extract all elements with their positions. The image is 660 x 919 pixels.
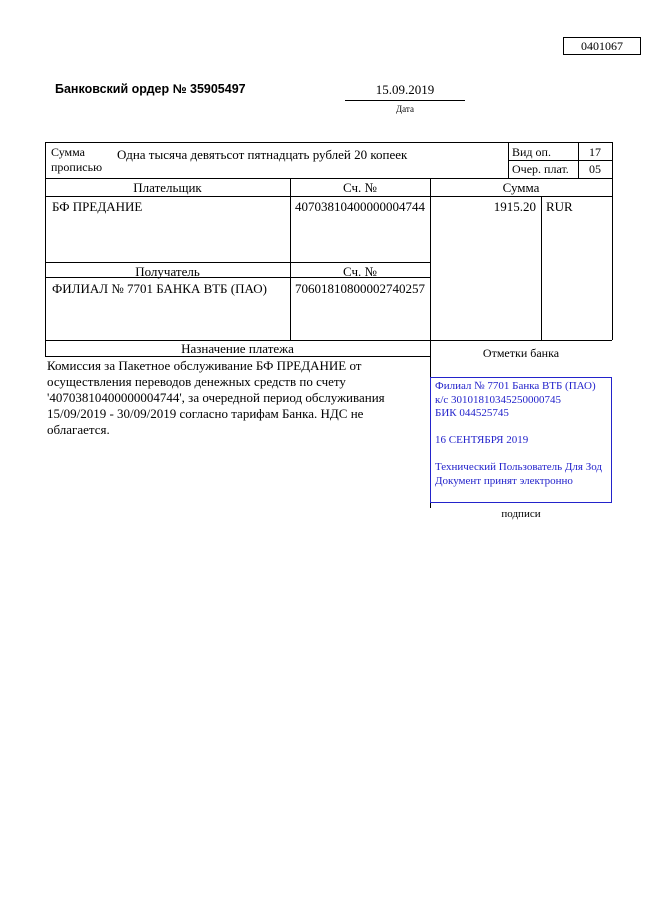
signatures-label: подписи	[501, 508, 541, 520]
stamp-line	[435, 448, 607, 462]
table-border-left	[45, 142, 46, 356]
amount-words-label-line2: прописью	[51, 160, 103, 174]
name-account-divider	[290, 178, 291, 340]
date-value: 15.09.2019	[375, 82, 435, 97]
stamp-line: Документ принят электронно	[435, 474, 573, 487]
op-row-divider	[508, 160, 612, 161]
payer-column-header: Плательщик	[133, 180, 202, 195]
bank-marks-header: Отметки банка	[482, 346, 560, 360]
currency-code: RUR	[546, 199, 573, 214]
payee-account-column-header: Сч. №	[343, 264, 377, 279]
form-code-box	[563, 37, 641, 55]
stamp-line: Филиал № 7701 Банка ВТБ (ПАО)	[435, 380, 596, 392]
date-underline	[345, 100, 465, 101]
payee-account: 70601810800002740257	[295, 281, 425, 296]
stamp-line	[435, 421, 607, 435]
op-labels-left-border	[508, 142, 509, 178]
purpose-header-row-bottom	[45, 356, 430, 357]
form-code: 0401067	[581, 39, 623, 53]
stamp-line: Технический Пользователь Для Зод	[435, 461, 603, 473]
amount-column-header: Сумма	[502, 180, 540, 195]
payee-column-header: Получатель	[135, 264, 200, 279]
amount-currency-divider	[541, 196, 542, 340]
table-border-right	[612, 142, 613, 340]
date-label: Дата	[396, 104, 414, 114]
payer-account-column-header: Сч. №	[343, 180, 377, 195]
payer-header-row-bottom	[45, 196, 612, 197]
bank-stamp	[430, 377, 612, 503]
stamp-line: к/с 30101810345250000745	[435, 393, 562, 406]
op-type-value: 17	[589, 145, 601, 159]
op-type-label: Вид оп.	[512, 145, 551, 159]
purpose-header: Назначение платежа	[181, 341, 294, 356]
document-title: Банковский ордер № 35905497	[55, 82, 246, 96]
payer-name: БФ ПРЕДАНИЕ	[52, 199, 143, 214]
purpose-text: Комиссия за Пакетное обслуживание БФ ПРЕДАНИЕ от осуществления переводов денежных средств по счету '40703810400000004744', за очередной период обслуживания 15/09/2019 - 30/09/2019 согласно тарифам Банка. НДС не облагается.	[47, 358, 385, 437]
op-priority-label: Очер. плат.	[512, 162, 569, 176]
table-border-top	[45, 142, 612, 143]
amount-value: 1915.20	[493, 199, 536, 214]
payer-account: 40703810400000004744	[295, 199, 425, 214]
payee-name: ФИЛИАЛ № 7701 БАНКА ВТБ (ПАО)	[52, 281, 267, 296]
stamp-line: 16 СЕНТЯБРЯ 2019	[435, 434, 529, 446]
stamp-line: БИК 044525745	[435, 407, 509, 419]
payee-header-row-top	[45, 262, 430, 263]
amount-words-row-bottom	[45, 178, 612, 179]
op-priority-value: 05	[589, 162, 601, 176]
amount-words-text: Одна тысяча девятьсот пятнадцать рублей 20 копеек	[117, 147, 408, 162]
amount-words-label-line1: Сумма	[51, 145, 85, 159]
